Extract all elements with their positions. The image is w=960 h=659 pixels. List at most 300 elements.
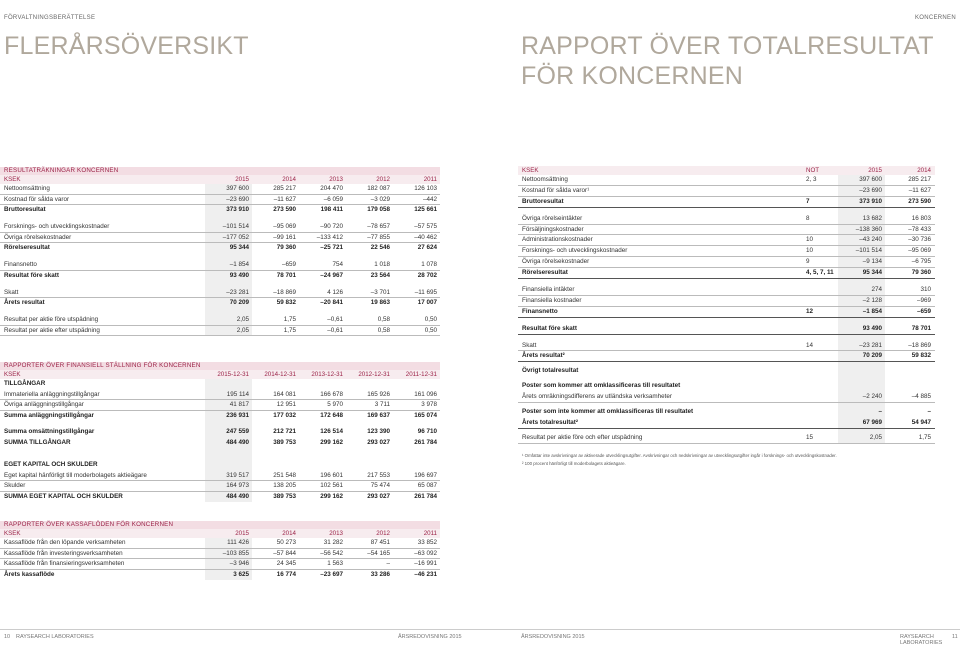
row-label: Skatt: [4, 288, 19, 296]
table-row: [0, 195, 440, 206]
row-label: Övriga rörelsekostnader: [522, 258, 590, 266]
footer-report-right: ÅRSREDOVISNING 2015: [521, 634, 585, 640]
cell-value: 484 490: [226, 492, 249, 500]
cell-value: 93 490: [229, 271, 249, 279]
cell-value: 31 282: [323, 539, 343, 546]
table-row: [0, 288, 440, 299]
cell-value: 251 548: [273, 471, 296, 479]
cell-value: –6 059: [323, 195, 343, 203]
table-row: [0, 400, 440, 411]
row-label: Bruttoresultat: [4, 206, 46, 213]
cashflow-title: RAPPORTER ÖVER KASSAFLÖDEN FÖR KONCERNEN: [0, 521, 440, 529]
cell-value: –95 069: [273, 223, 296, 230]
cell-value: 67 969: [862, 418, 882, 426]
cell-value: 33 286: [370, 570, 390, 578]
total-year-0: 2015: [868, 167, 882, 174]
cell-value: –11 627: [908, 186, 931, 194]
cell-value: –78 657: [367, 223, 390, 230]
row-label: Årets resultat: [4, 299, 45, 306]
balance-year-header: [0, 370, 440, 379]
cell-value: 1,75: [283, 326, 296, 334]
table-row: [518, 307, 935, 318]
cell-value: –18 869: [908, 341, 931, 349]
cell-value: –99 161: [273, 233, 296, 241]
table-row: [0, 205, 440, 216]
cell-value: 166 678: [320, 390, 343, 398]
table-row: [518, 296, 935, 307]
table-row: [518, 366, 935, 377]
row-label: Kassaflöde från investeringsverksamheten: [4, 549, 123, 557]
cell-value: –103 855: [222, 549, 249, 557]
cell-value: –63 092: [414, 549, 437, 557]
row-label: Försäljningskostnader: [522, 225, 584, 233]
cell-value: –18 869: [273, 288, 296, 296]
footer-report-left: ÅRSREDOVISNING 2015: [398, 634, 462, 640]
cell-value: 2,05: [236, 326, 249, 334]
row-label: Poster som inte kommer att omklassificeras till resultatet: [522, 408, 694, 416]
cell-value: 95 344: [862, 269, 882, 277]
row-label: SUMMA EGET KAPITAL OCH SKULDER: [4, 492, 123, 500]
cell-value: 1 078: [421, 261, 437, 268]
footnote-2: ² 100 procent hänförligt till moderbolagets aktieägare.: [522, 461, 626, 466]
table-row: [518, 257, 935, 268]
table-row: [0, 471, 440, 482]
note-ref: 12: [806, 307, 814, 315]
cell-value: 3 625: [233, 570, 249, 578]
table-row: [518, 381, 935, 392]
balance-year-1: 2014-12-31: [264, 371, 296, 378]
table-row: [0, 298, 440, 309]
footnote-1: ¹ Omfattar inte avskrivningar av aktiverade utvecklingsutgifter. Avskrivningar och nedskrivningar av utvecklingsutgifter ingår i forsknings- och utvecklingskostnader.: [522, 453, 837, 458]
table-row: [518, 214, 935, 225]
cell-value: 5 970: [327, 401, 343, 408]
cell-value: –46 231: [414, 570, 437, 578]
table-row: [518, 268, 935, 279]
row-label: Finansiella intäkter: [522, 286, 575, 294]
footer-page-left: 10: [4, 634, 11, 640]
cell-value: –56 542: [320, 549, 343, 557]
footer-company-right: RAYSEARCH LABORATORIES: [900, 634, 943, 646]
cell-value: 111 426: [227, 539, 249, 546]
page-title-right-line1: RAPPORT ÖVER TOTALRESULTAT: [521, 32, 934, 60]
cell-value: –0,61: [327, 316, 343, 323]
table-row: [518, 235, 935, 246]
table-row: [0, 233, 440, 244]
cell-value: 196 601: [320, 471, 343, 479]
cell-value: –57 844: [273, 549, 296, 557]
row-label: Resultat före skatt: [522, 324, 577, 332]
row-label: Finansnetto: [4, 261, 37, 268]
cell-value: –4 885: [911, 393, 931, 401]
cell-value: 138 205: [273, 482, 296, 489]
cell-value: –20 841: [320, 299, 343, 306]
cell-value: 195 114: [226, 390, 249, 398]
balance-title: RAPPORTER ÖVER FINANSIELL STÄLLNING FÖR KONCERNEN: [0, 362, 440, 370]
cell-value: –23 281: [859, 341, 882, 349]
row-label: Summa omsättningstillgångar: [4, 428, 95, 435]
cell-value: 65 087: [417, 482, 437, 489]
total-year-1: 2014: [917, 167, 931, 174]
table-row: [0, 411, 440, 422]
cell-value: 310: [920, 286, 931, 294]
cell-value: 299 162: [320, 438, 343, 446]
cell-value: –30 736: [908, 236, 931, 244]
row-label: SUMMA TILLGÅNGAR: [4, 438, 71, 446]
table-row: [0, 390, 440, 401]
footer-divider: [0, 629, 960, 630]
cell-value: –23 690: [859, 186, 882, 194]
row-label: Rörelseresultat: [4, 244, 50, 251]
table-row: [518, 407, 935, 418]
cell-value: 165 074: [414, 411, 437, 419]
note-ref: 15: [806, 433, 814, 441]
row-label: Administrationskostnader: [522, 236, 593, 244]
table-row: [0, 538, 440, 549]
row-label: Övrigt totalresultat: [522, 367, 579, 375]
cell-value: 236 931: [226, 411, 249, 419]
cell-value: –90 720: [320, 223, 343, 230]
cell-value: –1 854: [862, 307, 882, 315]
cell-value: 19 863: [370, 299, 390, 306]
cell-value: 177 032: [273, 411, 296, 419]
section-label-right: KONCERNEN: [914, 15, 956, 21]
cell-value: 59 832: [911, 352, 931, 360]
table-row: [518, 197, 935, 208]
cell-value: 59 832: [276, 299, 296, 306]
cell-value: 0,50: [424, 326, 437, 334]
cell-value: 164 081: [273, 390, 296, 398]
cell-value: 17 007: [417, 299, 437, 306]
income-year-1: 2014: [282, 176, 296, 183]
cell-value: –3 029: [370, 195, 390, 203]
cell-value: –442: [422, 195, 437, 203]
row-label: Övriga anläggningstillgångar: [4, 401, 84, 408]
cell-value: –23 281: [226, 288, 249, 296]
cell-value: 0,58: [377, 316, 390, 323]
row-label: Övriga rörelseintäkter: [522, 214, 583, 222]
row-label: TILLGÅNGAR: [4, 380, 46, 387]
cell-value: –0,61: [327, 326, 343, 334]
page-title-left: FLERÅRSÖVERSIKT: [4, 32, 249, 60]
balance-sheet-table: [0, 362, 440, 502]
row-label: Årets omräkningsdifferens av utländska verksamheter: [522, 393, 673, 401]
cell-value: 0,58: [377, 326, 390, 334]
section-label-left: FÖRVALTNINGSBERÄTTELSE: [4, 15, 96, 21]
table-row: [0, 481, 440, 492]
cell-value: 78 701: [276, 271, 296, 279]
row-label: Kostnad för sålda varor¹: [522, 186, 590, 194]
cell-value: 172 648: [320, 411, 343, 419]
cell-value: 3 711: [374, 401, 390, 408]
cell-value: 285 217: [908, 176, 931, 183]
table-row: [0, 379, 440, 390]
table-row: [0, 570, 440, 581]
balance-year-3: 2012-12-31: [358, 371, 390, 378]
note-ref: 7: [806, 197, 810, 205]
table-row: [0, 460, 440, 471]
cell-value: 93 490: [862, 324, 882, 332]
cell-value: 165 926: [367, 390, 390, 398]
cell-value: 2,05: [236, 316, 249, 323]
cell-value: 247 559: [226, 428, 249, 435]
cell-value: –1 854: [229, 261, 249, 268]
table-row: [0, 260, 440, 271]
table-row: [518, 186, 935, 197]
row-label: Övriga rörelsekostnader: [4, 233, 72, 241]
cell-value: –659: [916, 307, 931, 315]
table-row: [0, 326, 440, 337]
cell-value: –177 052: [222, 233, 249, 241]
cell-value: 28 702: [417, 271, 437, 279]
cashflow-year-4: 2011: [423, 530, 437, 537]
row-label: Finansnetto: [522, 307, 558, 315]
cell-value: 2,05: [869, 433, 882, 441]
row-label: Årets totalresultat²: [522, 418, 578, 426]
cell-value: 87 451: [370, 539, 390, 546]
cell-value: 3 978: [421, 401, 437, 408]
cell-value: 16 774: [276, 570, 296, 578]
cell-value: –3 946: [229, 560, 249, 567]
row-label: Eget kapital hänförligt till moderbolagets aktieägare: [4, 471, 147, 479]
cell-value: 78 701: [911, 324, 931, 332]
cell-value: 1,75: [283, 316, 296, 323]
cell-value: 23 564: [370, 271, 390, 279]
note-ref: 2, 3: [806, 176, 817, 183]
table-row: [0, 559, 440, 570]
cashflow-year-0: 2015: [235, 530, 249, 537]
total-year-header: [518, 166, 935, 175]
cell-value: –101 514: [222, 223, 249, 230]
cell-value: 389 753: [273, 492, 296, 500]
cell-value: 41 817: [229, 401, 249, 408]
cell-value: 261 784: [414, 438, 437, 446]
cell-value: 13 682: [862, 214, 882, 222]
income-year-2: 2013: [329, 176, 343, 183]
cell-value: 125 661: [414, 206, 437, 213]
cell-value: 126 514: [320, 428, 343, 435]
cell-value: –2 128: [862, 296, 882, 304]
cell-value: 24 345: [276, 560, 296, 567]
footer-page-right: 11: [952, 634, 958, 640]
row-label: Summa anläggningstillgångar: [4, 411, 94, 419]
balance-year-4: 2011-12-31: [405, 371, 437, 378]
cell-value: 95 344: [229, 244, 249, 251]
cell-value: 169 637: [367, 411, 390, 419]
cell-value: 70 209: [229, 299, 249, 306]
cell-value: –54 165: [367, 549, 390, 557]
table-row: [518, 433, 935, 444]
balance-unit: KSEK: [4, 371, 21, 378]
cell-value: –133 412: [316, 233, 343, 241]
cell-value: –: [878, 408, 882, 416]
table-row: [518, 351, 935, 362]
table-row: [0, 222, 440, 233]
row-label: Forsknings- och utvecklingskostnader: [4, 223, 110, 230]
cell-value: –9 134: [862, 258, 882, 266]
page-title-right-line2: FÖR KONCERNEN: [521, 62, 744, 90]
table-row: [0, 271, 440, 282]
cell-value: –77 855: [367, 233, 390, 241]
table-row: [0, 243, 440, 254]
cashflow-table: [0, 521, 440, 580]
row-label: Skulder: [4, 482, 26, 489]
cell-value: –78 433: [908, 225, 931, 233]
cell-value: 217 553: [367, 471, 390, 479]
row-label: Bruttoresultat: [522, 197, 564, 205]
cell-value: 198 411: [320, 206, 343, 213]
cell-value: –95 069: [908, 247, 931, 255]
cell-value: 79 360: [276, 244, 296, 251]
cell-value: –24 967: [320, 271, 343, 279]
cell-value: 27 624: [417, 244, 437, 251]
row-label: Forsknings- och utvecklingskostnader: [522, 247, 628, 255]
balance-year-2: 2013-12-31: [311, 371, 343, 378]
cashflow-year-3: 2012: [376, 530, 390, 537]
cell-value: 299 162: [320, 492, 343, 500]
note-ref: 10: [806, 236, 814, 244]
cell-value: 70 209: [862, 352, 882, 360]
table-row: [518, 341, 935, 352]
cell-value: 397 600: [859, 176, 882, 183]
cell-value: 79 360: [911, 269, 931, 277]
row-label: Resultat per aktie efter utspädning: [4, 326, 100, 334]
cell-value: 96 710: [417, 428, 437, 435]
cashflow-unit: KSEK: [4, 530, 21, 537]
cell-value: 319 517: [226, 471, 249, 479]
cell-value: 16 803: [911, 214, 931, 222]
row-label: Skatt: [522, 341, 537, 349]
table-row: [0, 427, 440, 438]
table-row: [518, 285, 935, 296]
income-year-4: 2011: [423, 176, 437, 183]
income-year-0: 2015: [235, 176, 249, 183]
cell-value: 293 027: [367, 492, 390, 500]
row-label: Finansiella kostnader: [522, 296, 582, 304]
cell-value: 179 058: [367, 206, 390, 213]
table-row: [518, 324, 935, 335]
row-label: Kostnad för sålda varor: [4, 195, 70, 203]
cell-value: –3 701: [370, 288, 390, 296]
cell-value: 33 852: [417, 539, 437, 546]
cell-value: –: [927, 408, 931, 416]
table-row: [518, 175, 935, 186]
cell-value: –40 462: [414, 233, 437, 241]
row-label: Poster som kommer att omklassificeras till resultatet: [522, 382, 681, 390]
income-title: RESULTATRÄKNINGAR KONCERNEN: [0, 167, 440, 175]
cell-value: 484 490: [226, 438, 249, 446]
cell-value: 274: [871, 286, 882, 294]
cell-value: 164 973: [226, 482, 249, 489]
cell-value: 285 217: [273, 185, 296, 192]
cell-value: –23 697: [320, 570, 343, 578]
total-not-header: NOT: [806, 167, 820, 174]
cashflow-year-header: [0, 529, 440, 538]
cell-value: –: [386, 560, 390, 567]
row-label: Årets resultat²: [522, 352, 565, 360]
cell-value: 373 910: [226, 206, 249, 213]
row-label: Nettoomsättning: [522, 176, 568, 183]
note-ref: 14: [806, 341, 814, 349]
total-unit: KSEK: [522, 167, 539, 174]
cell-value: –57 575: [414, 223, 437, 230]
row-label: Resultat per aktie före utspädning: [4, 316, 99, 323]
balance-year-0: 2015-12-31: [217, 371, 249, 378]
cell-value: 12 951: [276, 401, 296, 408]
cell-value: 373 910: [859, 197, 882, 205]
table-row: [0, 549, 440, 560]
cell-value: –16 991: [414, 560, 437, 567]
row-label: EGET KAPITAL OCH SKULDER: [4, 461, 98, 468]
cell-value: –969: [916, 296, 931, 304]
cell-value: 273 590: [908, 197, 931, 205]
cell-value: 4 126: [327, 288, 343, 296]
cell-value: 389 753: [273, 438, 296, 446]
cell-value: 0,50: [424, 316, 437, 323]
cell-value: –659: [281, 261, 296, 268]
table-row: [518, 392, 935, 403]
cell-value: 261 784: [414, 492, 437, 500]
cell-value: 75 474: [370, 482, 390, 489]
row-label: Immateriella anläggningstillgångar: [4, 390, 100, 398]
note-ref: 4, 5, 7, 11: [806, 269, 834, 277]
cell-value: 126 103: [414, 185, 437, 192]
row-label: Resultat före skatt: [4, 271, 59, 279]
cell-value: –25 721: [320, 244, 343, 251]
cell-value: 161 096: [414, 390, 437, 398]
income-statement-table: [0, 167, 440, 336]
income-unit: KSEK: [4, 176, 21, 183]
cell-value: –6 795: [911, 258, 931, 266]
row-label: Resultat per aktie före och efter utspädning: [522, 433, 643, 441]
cell-value: 123 390: [367, 428, 390, 435]
cell-value: –2 240: [862, 393, 882, 401]
cashflow-year-1: 2014: [282, 530, 296, 537]
note-ref: 8: [806, 214, 810, 222]
cell-value: 196 697: [414, 471, 437, 479]
table-row: [0, 438, 440, 449]
note-ref: 9: [806, 258, 810, 266]
cell-value: 50 273: [276, 539, 296, 546]
row-label: Årets kassaflöde: [4, 570, 55, 578]
cell-value: 54 947: [911, 418, 931, 426]
cell-value: 182 087: [367, 185, 390, 192]
footer-company-left: RAYSEARCH LABORATORIES: [16, 634, 94, 640]
table-row: [518, 246, 935, 257]
cell-value: –43 240: [859, 236, 882, 244]
row-label: Kassaflöde från finansieringsverksamheten: [4, 560, 125, 567]
table-row: [518, 418, 935, 429]
cell-value: 204 470: [320, 185, 343, 192]
cell-value: 22 546: [370, 244, 390, 251]
cell-value: 1,75: [918, 433, 931, 441]
cell-value: –101 514: [855, 247, 882, 255]
table-row: [0, 184, 440, 195]
note-ref: 10: [806, 247, 814, 255]
income-year-header: [0, 175, 440, 184]
cell-value: 273 590: [273, 206, 296, 213]
comprehensive-income-table: [518, 166, 935, 444]
row-label: Rörelseresultat: [522, 269, 568, 277]
cell-value: 754: [332, 261, 343, 268]
cell-value: 212 721: [273, 428, 296, 435]
table-row: [0, 315, 440, 326]
table-row: [518, 225, 935, 236]
income-year-3: 2012: [376, 176, 390, 183]
cell-value: –11 695: [414, 288, 437, 296]
cell-value: 1 563: [327, 560, 343, 567]
table-row: [0, 492, 440, 503]
cell-value: –138 360: [855, 225, 882, 233]
